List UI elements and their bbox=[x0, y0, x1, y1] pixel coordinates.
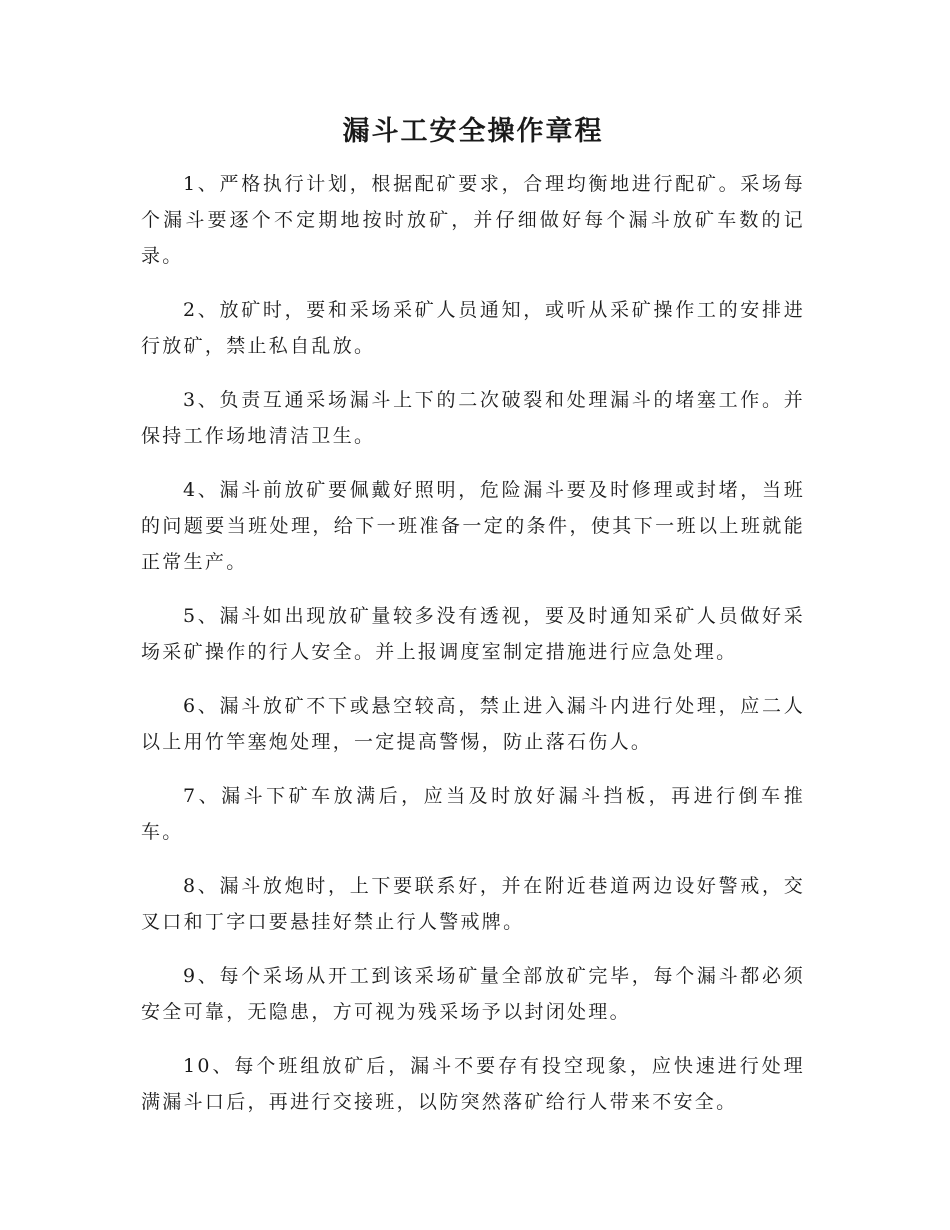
clause-item: 3、负责互通采场漏斗上下的二次破裂和处理漏斗的堵塞工作。并保持工作场地清洁卫生。 bbox=[141, 389, 805, 447]
clause-item: 5、漏斗如出现放矿量较多没有透视，要及时通知采矿人员做好采场采矿操作的行人安全。并上报调度室制定措施进行应急处理。 bbox=[141, 605, 805, 663]
clause-item: 1、严格执行计划，根据配矿要求，合理均衡地进行配矿。采场每个漏斗要逐个不定期地按时放矿，并仔细做好每个漏斗放矿车数的记录。 bbox=[141, 173, 805, 267]
clause-item: 10、每个班组放矿后，漏斗不要存有投空现象，应快速进行处理满漏斗口后，再进行交接班，以防突然落矿给行人带来不安全。 bbox=[141, 1055, 805, 1113]
clause-item: 9、每个采场从开工到该采场矿量全部放矿完毕，每个漏斗都必须安全可靠，无隐患，方可视为残采场予以封闭处理。 bbox=[141, 965, 805, 1023]
clause-list bbox=[141, 166, 805, 1120]
clause-item: 7、漏斗下矿车放满后，应当及时放好漏斗挡板，再进行倒车推车。 bbox=[141, 785, 805, 843]
document-title: 漏斗工安全操作章程 bbox=[342, 116, 604, 147]
clause-item: 4、漏斗前放矿要佩戴好照明，危险漏斗要及时修理或封堵，当班的问题要当班处理，给下一班准备一定的条件，使其下一班以上班就能正常生产。 bbox=[141, 479, 805, 573]
clause-item: 6、漏斗放矿不下或悬空较高，禁止进入漏斗内进行处理，应二人以上用竹竿塞炮处理，一定提高警惕，防止落石伤人。 bbox=[141, 695, 805, 753]
clause-item: 8、漏斗放炮时，上下要联系好，并在附近巷道两边设好警戒，交叉口和丁字口要悬挂好禁止行人警戒牌。 bbox=[141, 875, 805, 933]
clause-item: 2、放矿时，要和采场采矿人员通知，或听从采矿操作工的安排进行放矿，禁止私自乱放。 bbox=[141, 299, 805, 357]
